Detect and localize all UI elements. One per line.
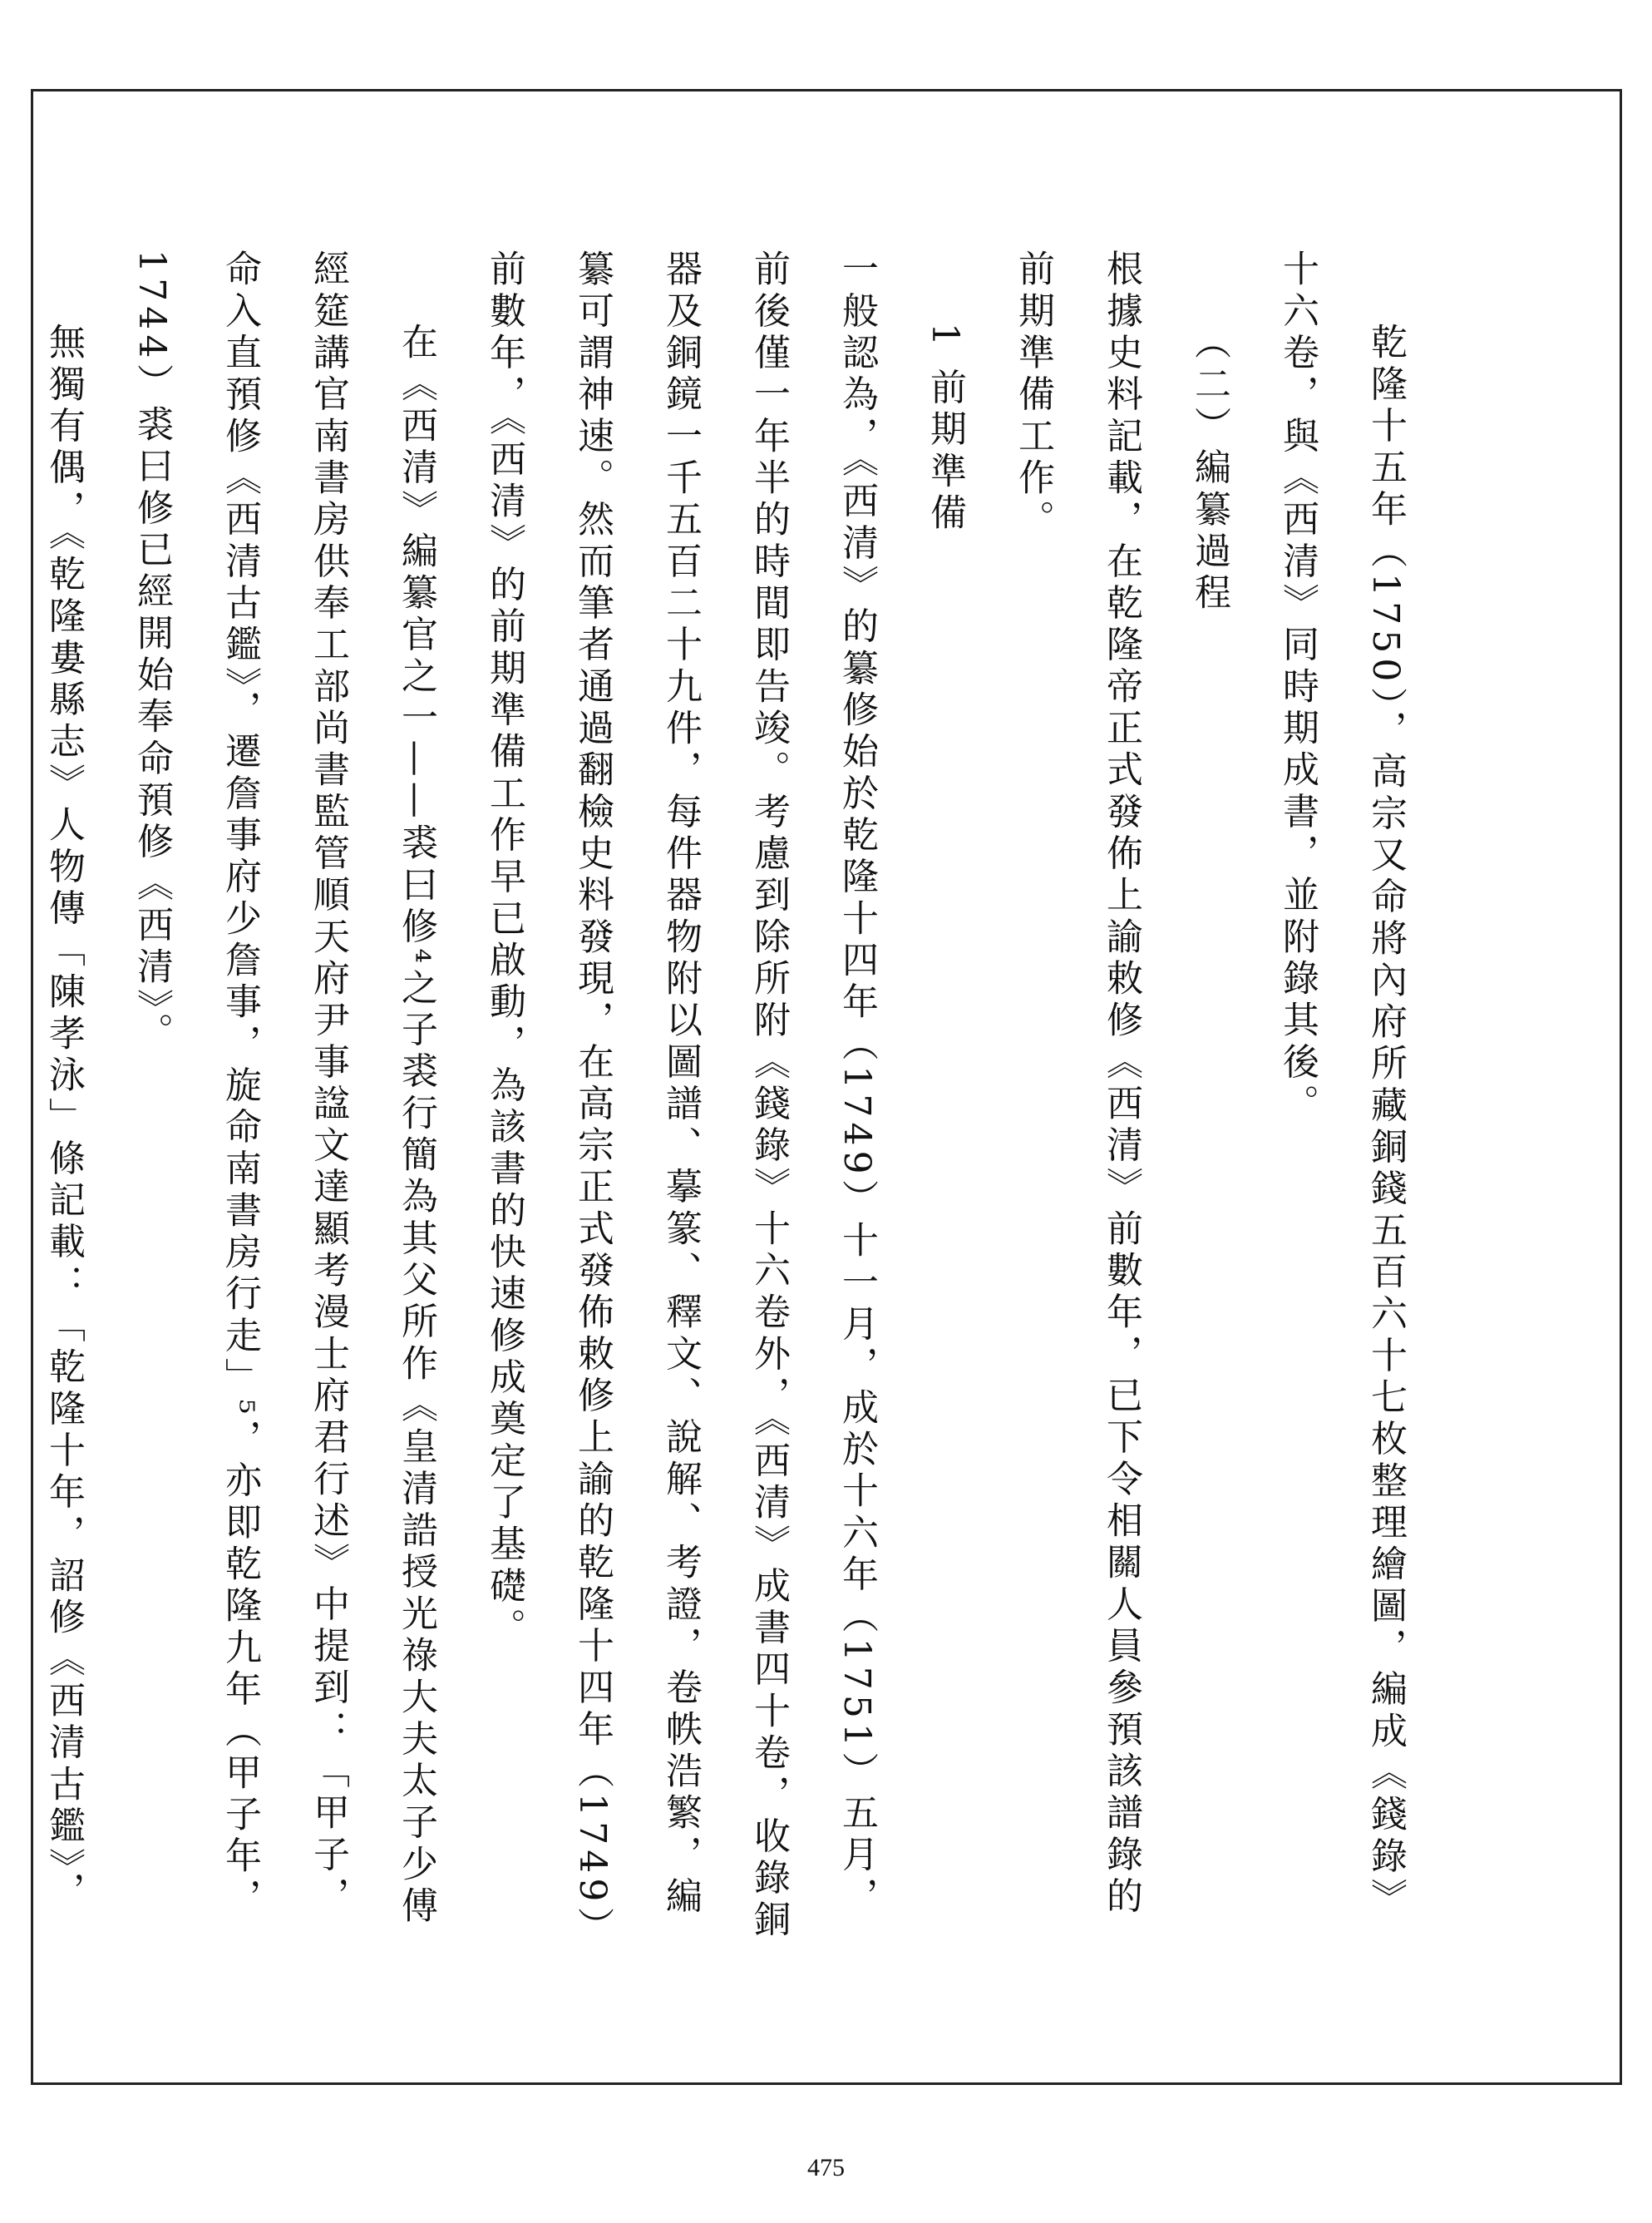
paragraph-qiu-yuexiu: 在《西清》編纂官之一——裘曰修⁴之子裘行簡為其父所作《皇清誥授光祿大夫太子少傅經筵講官南書房供奉工部尚書監管順天府尹事諡文達顯考漫士府君行述》中提到：「甲子，命入直預修《西清古鑑》，遷詹事府少詹事，旋命南書房行走」⁵，亦即乾隆九年（甲子年，1744）裘曰修已經開始奉命預修《西清》。 bbox=[131, 249, 437, 1928]
paragraph-chen-xiaoyong: 無獨有偶，《乾隆婁縣志》人物傳「陳孝泳」條記載：「乾隆十年，詔修《西清古鑑》， bbox=[42, 323, 85, 1914]
paragraph-historical-records: 根據史料記載，在乾隆帝正式發佈上諭敕修《西清》前數年，已下令相關人員參預該譜錄的前期準備工作。 bbox=[1012, 249, 1142, 1919]
section-heading-compilation: （二）編纂過程 bbox=[1188, 323, 1230, 615]
subsection-heading-preparation: 1 前期準備 bbox=[924, 323, 966, 535]
page-number: 475 bbox=[807, 2154, 845, 2181]
paragraph-qianlu: 乾隆十五年（1750），高宗又命將內府所藏銅錢五百六十七枚整理繪圖，編成《錢錄》十六卷，與《西清》同時期成書，並附錄其後。 bbox=[1276, 249, 1407, 1920]
vertical-text-body bbox=[42, 249, 1429, 1946]
paragraph-general-view: 一般認為，《西清》的纂修始於乾隆十四年（1749）十一月，成於十六年（1751）五月，前後僅一年半的時間即告竣。考慮到除所附《錢錄》十六卷外，《西清》成書四十卷，收錄銅器及銅鏡一千五百二十九件，每件器物附以圖譜、摹篆、釋文、說解、考證，卷帙浩繁，編纂可謂神速。然而筆者通過翻檢史料發現，在高宗正式發佈敕修上諭的乾隆十四年（1749）前數年，《西清》的前期準備工作早已啟動，為該書的快速修成奠定了基礎。 bbox=[483, 249, 878, 1942]
